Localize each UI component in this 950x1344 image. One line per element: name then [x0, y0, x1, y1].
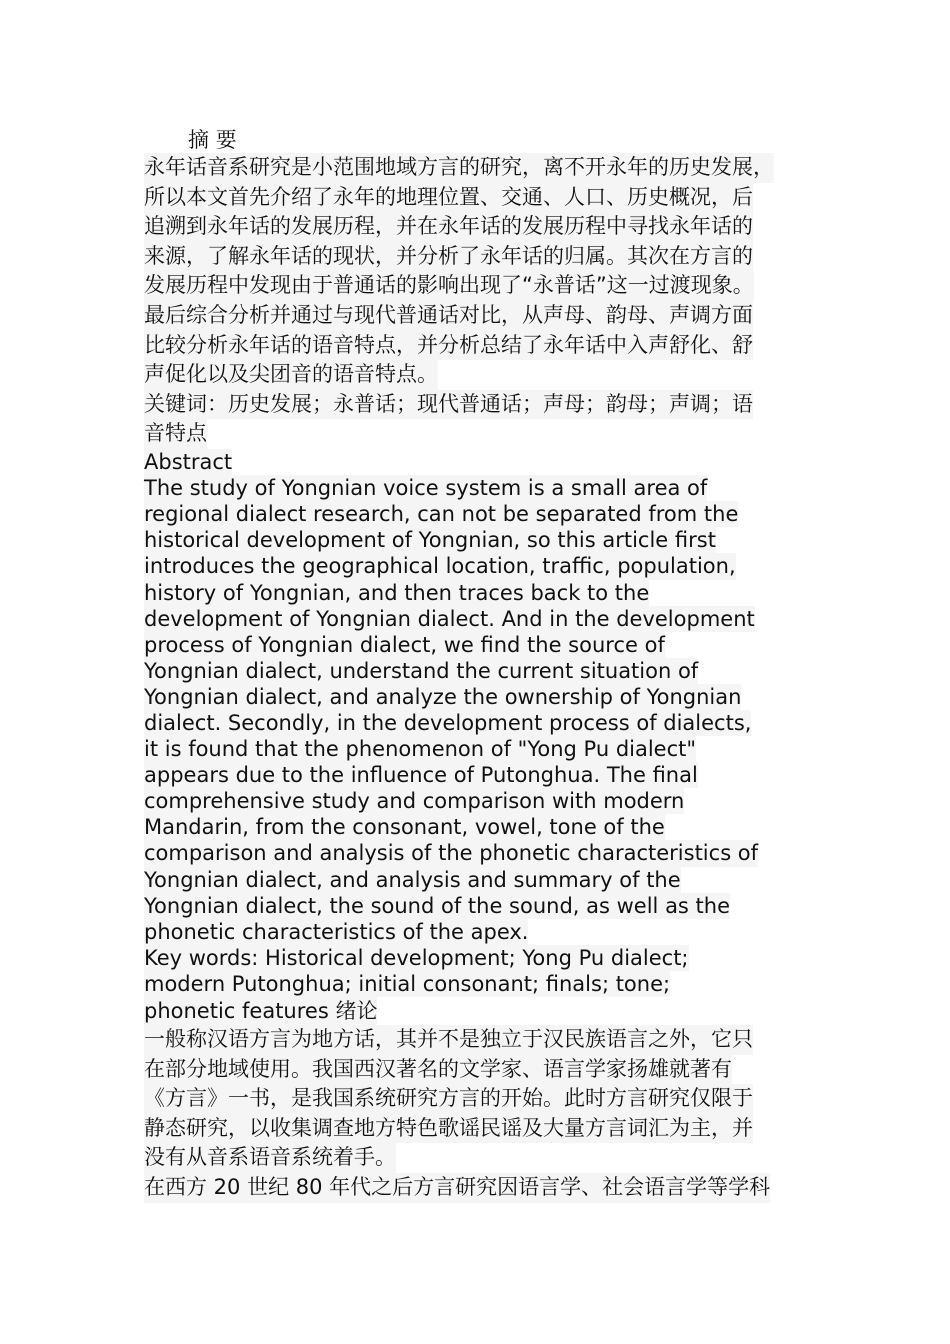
text-line: Mandarin, from the consonant, vowel, tone of the [144, 815, 665, 840]
text-line: 静态研究，以收集调查地方特色歌谣民谣及大量方言词汇为主，并 [144, 1114, 753, 1144]
abstract-cn-paragraph [144, 153, 816, 390]
text-line: 来源，了解永年话的现状，并分析了永年话的归属。其次在方言的 [144, 242, 753, 272]
text-line: development of Yongnian dialect. And in the development [144, 606, 755, 631]
text-line: 《方言》一书，是我国系统研究方言的开始。此时方言研究仅限于 [144, 1084, 753, 1114]
text-line: modern Putonghua; initial consonant; finals; tone; [144, 971, 671, 996]
text-line: Key words: Historical development; Yong Pu dialect; [144, 945, 689, 970]
text-line: it is found that the phenomenon of "Yong Pu dialect" [144, 737, 697, 762]
abstract-en-paragraph [144, 475, 816, 945]
text-line: history of Yongnian, and then traces back to the [144, 580, 650, 605]
text-line: 在部分地域使用。我国西汉著名的文学家、语言学家扬雄就著有 [144, 1055, 732, 1085]
text-line: Yongnian dialect, and analyze the ownership of Yongnian [144, 684, 742, 709]
text-line: Yongnian dialect, understand the current situation of [144, 658, 699, 683]
text-line: appears due to the influence of Putonghua. The final [144, 763, 698, 788]
intro-paragraph-2 [144, 1173, 816, 1203]
text-line: 没有从音系语音系统着手。 [144, 1143, 396, 1173]
abstract-en-heading: Abstract [144, 450, 233, 475]
text-line: 发展历程中发现由于普通话的影响出现了“永普话”这一过渡现象。 [144, 271, 754, 301]
text-line: phonetic features 绪论 [144, 999, 378, 1023]
text-line: 永年话音系研究是小范围地域方言的研究，离不开永年的历史发展， [144, 153, 774, 183]
keywords-en [144, 945, 816, 1025]
text-line: 在西方 20 世纪 80 年代之后方言研究因语言学、社会语言学等学科 [144, 1173, 770, 1203]
text-line: historical development of Yongnian, so this article first [144, 528, 716, 553]
text-line: 追溯到永年话的发展历程，并在永年话的发展历程中寻找永年话的 [144, 212, 753, 242]
text-line: comparison and analysis of the phonetic characteristics of [144, 841, 759, 866]
text-line: 音特点 [144, 419, 207, 449]
text-line: phonetic characteristics of the apex. [144, 919, 529, 944]
text-line: 一般称汉语方言为地方话，其并不是独立于汉民族语言之外，它只 [144, 1025, 753, 1055]
text-line: 所以本文首先介绍了永年的地理位置、交通、人口、历史概况，后 [144, 183, 753, 213]
text-line: 比较分析永年话的语音特点，并分析总结了永年话中入声舒化、舒 [144, 331, 753, 361]
intro-paragraph-1 [144, 1025, 816, 1173]
document-body [144, 127, 816, 1203]
keywords-cn [144, 390, 816, 449]
text-line: regional dialect research, can not be separated from the [144, 502, 739, 527]
abstract-title: 摘 要 [188, 128, 237, 152]
text-line: comprehensive study and comparison with modern [144, 789, 685, 814]
text-line: introduces the geographical location, traffic, population, [144, 554, 736, 579]
text-line: Yongnian dialect, the sound of the sound, as well as the [144, 893, 731, 918]
text-line: The study of Yongnian voice system is a small area of [144, 476, 708, 501]
text-line: dialect. Secondly, in the development process of dialects, [144, 710, 752, 735]
text-line: 最后综合分析并通过与现代普通话对比，从声母、韵母、声调方面 [144, 301, 753, 331]
text-line: process of Yongnian dialect, we find the source of [144, 632, 665, 657]
text-line: 关键词：历史发展；永普话；现代普通话；声母；韵母；声调；语 [144, 390, 753, 420]
text-line: Yongnian dialect, and analysis and summary of the [144, 867, 681, 892]
text-line: 声促化以及尖团音的语音特点。 [144, 360, 438, 390]
